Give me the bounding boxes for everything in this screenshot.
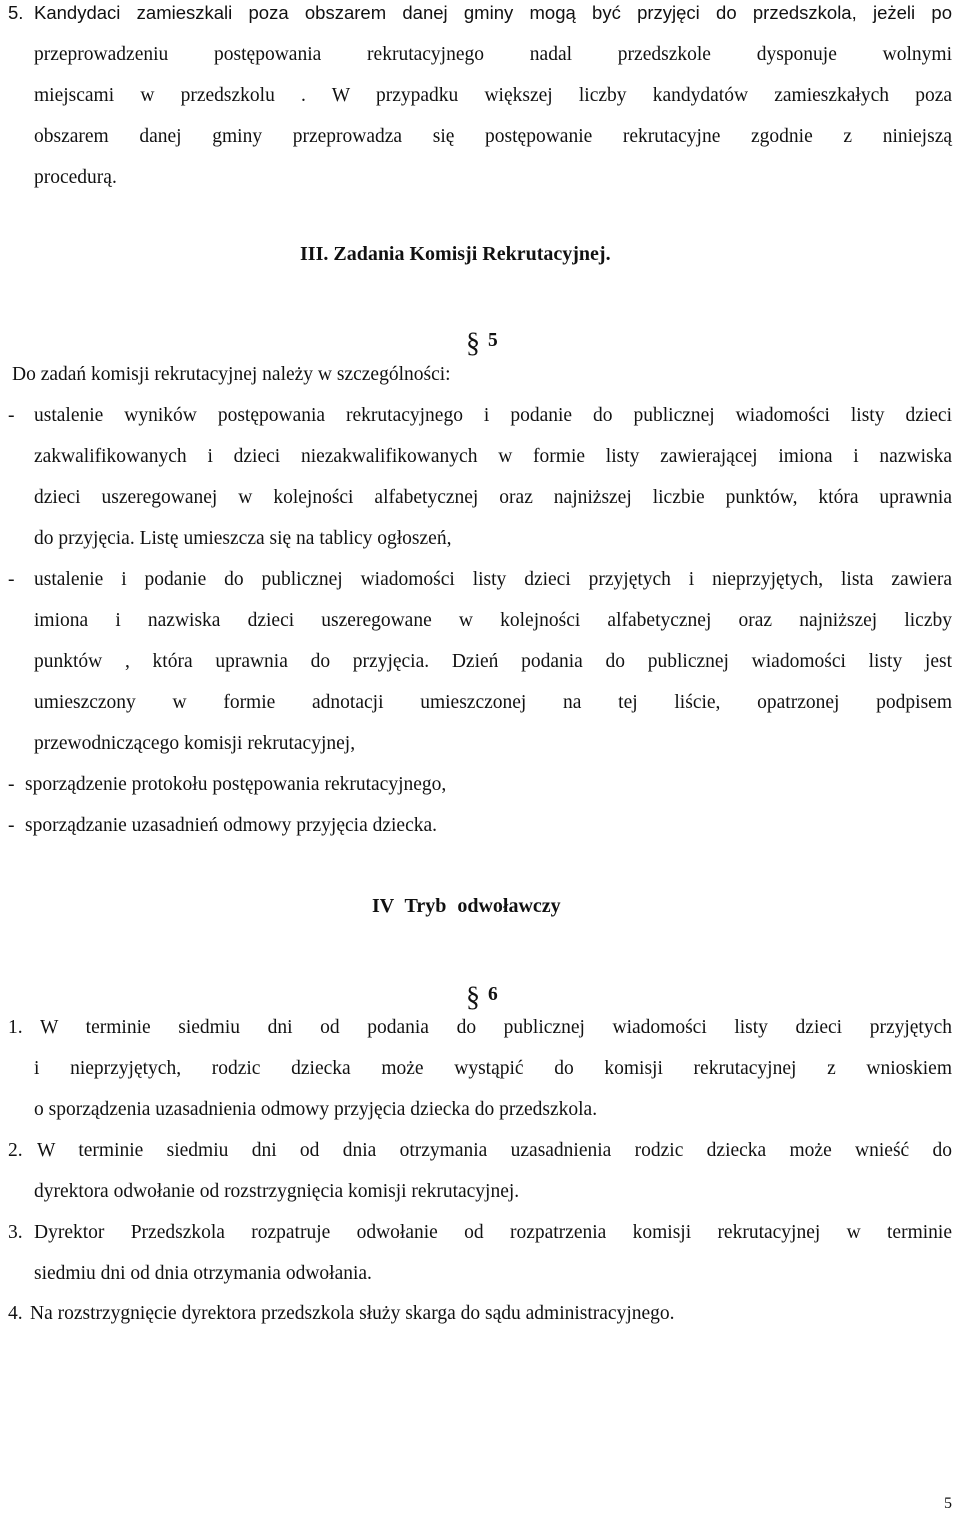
section-heading-iii: III. Zadania Komisji Rekrutacyjnej. <box>300 243 611 265</box>
text-line: W terminie siedmiu dni od podania do publicznej wiadomości listy dzieci przyjętych <box>40 1017 952 1038</box>
text-line: o sporządzenia uzasadnienia odmowy przyjęcia dziecka do przedszkola. <box>34 1099 598 1120</box>
section-sign: § <box>466 982 480 1013</box>
paragraph-intro: Do zadań komisji rekrutacyjnej należy w szczególności: <box>12 364 451 385</box>
text-line: obszarem danej gminy przeprowadza się postępowanie rekrutacyjne zgodnie z niniejszą <box>34 126 952 147</box>
text-line: imiona i nazwiska dzieci uszeregowane w kolejności alfabetycznej oraz najniższej liczby <box>34 610 952 631</box>
list-dash: - <box>8 815 15 836</box>
text-line: Kandydaci zamieszkali poza obszarem danej gminy mogą być przyjęci do przedszkola, jeżeli po <box>34 2 952 23</box>
paragraph-6-heading <box>466 978 498 1013</box>
paragraph-number: 5 <box>488 330 498 351</box>
section-sign: § <box>466 328 480 359</box>
text-line: przeprowadzeniu postępowania rekrutacyjnego nadal przedszkole dysponuje wolnymi <box>34 44 952 65</box>
item-number: 2. <box>8 1140 23 1161</box>
text-line: i nieprzyjętych, rodzic dziecka może wystąpić do komisji rekrutacyjnej z wnioskiem <box>34 1058 952 1079</box>
item-number: 4. <box>8 1303 23 1324</box>
item-number: 5. <box>8 2 24 23</box>
text-line: W terminie siedmiu dni od dnia otrzymania uzasadnienia rodzic dziecka może wnieść do <box>37 1140 952 1161</box>
text-line: dyrektora odwołanie od rozstrzygnięcia komisji rekrutacyjnej. <box>34 1181 520 1202</box>
text-line: ustalenie i podanie do publicznej wiadomości listy dzieci przyjętych i nieprzyjętych, lista zawiera <box>34 569 952 590</box>
text-line: siedmiu dni od dnia otrzymania odwołania. <box>34 1263 372 1284</box>
text-line: Na rozstrzygnięcie dyrektora przedszkola służy skarga do sądu administracyjnego. <box>30 1303 675 1324</box>
list-dash: - <box>8 405 15 426</box>
text-line: dzieci uszeregowanej w kolejności alfabetycznej oraz najniższej liczbie punktów, która uprawnia <box>34 487 952 508</box>
text-line: procedurą. <box>34 167 117 188</box>
text-line: zakwalifikowanych i dzieci niezakwalifikowanych w formie listy zawierającej imiona i nazwiska <box>34 446 952 467</box>
text-line: sporządzanie uzasadnień odmowy przyjęcia dziecka. <box>25 815 438 836</box>
list-dash: - <box>8 774 15 795</box>
section-heading-iv: IV Tryb odwoławczy <box>372 895 561 917</box>
text-line: umieszczony w formie adnotacji umieszczonej na tej liście, opatrzonej podpisem <box>34 692 952 713</box>
text-line: ustalenie wyników postępowania rekrutacyjnego i podanie do publicznej wiadomości listy dzieci <box>34 405 952 426</box>
page-number: 5 <box>944 1495 952 1512</box>
paragraph-5-heading <box>466 324 498 359</box>
text-line: miejscami w przedszkolu . W przypadku większej liczby kandydatów zamieszkałych poza <box>34 85 952 106</box>
text-line: sporządzenie protokołu postępowania rekrutacyjnego, <box>25 774 447 795</box>
list-dash: - <box>8 569 15 590</box>
text-line: Dyrektor Przedszkola rozpatruje odwołanie od rozpatrzenia komisji rekrutacyjnej w terminie <box>34 1222 952 1243</box>
text-line: do przyjęcia. Listę umieszcza się na tablicy ogłoszeń, <box>34 528 452 549</box>
text-line: przewodniczącego komisji rekrutacyjnej, <box>34 733 356 754</box>
item-number: 1. <box>8 1017 23 1038</box>
paragraph-number: 6 <box>488 984 498 1005</box>
item-number: 3. <box>8 1222 23 1243</box>
text-line: punktów , która uprawnia do przyjęcia. Dzień podania do publicznej wiadomości listy jest <box>34 651 952 672</box>
